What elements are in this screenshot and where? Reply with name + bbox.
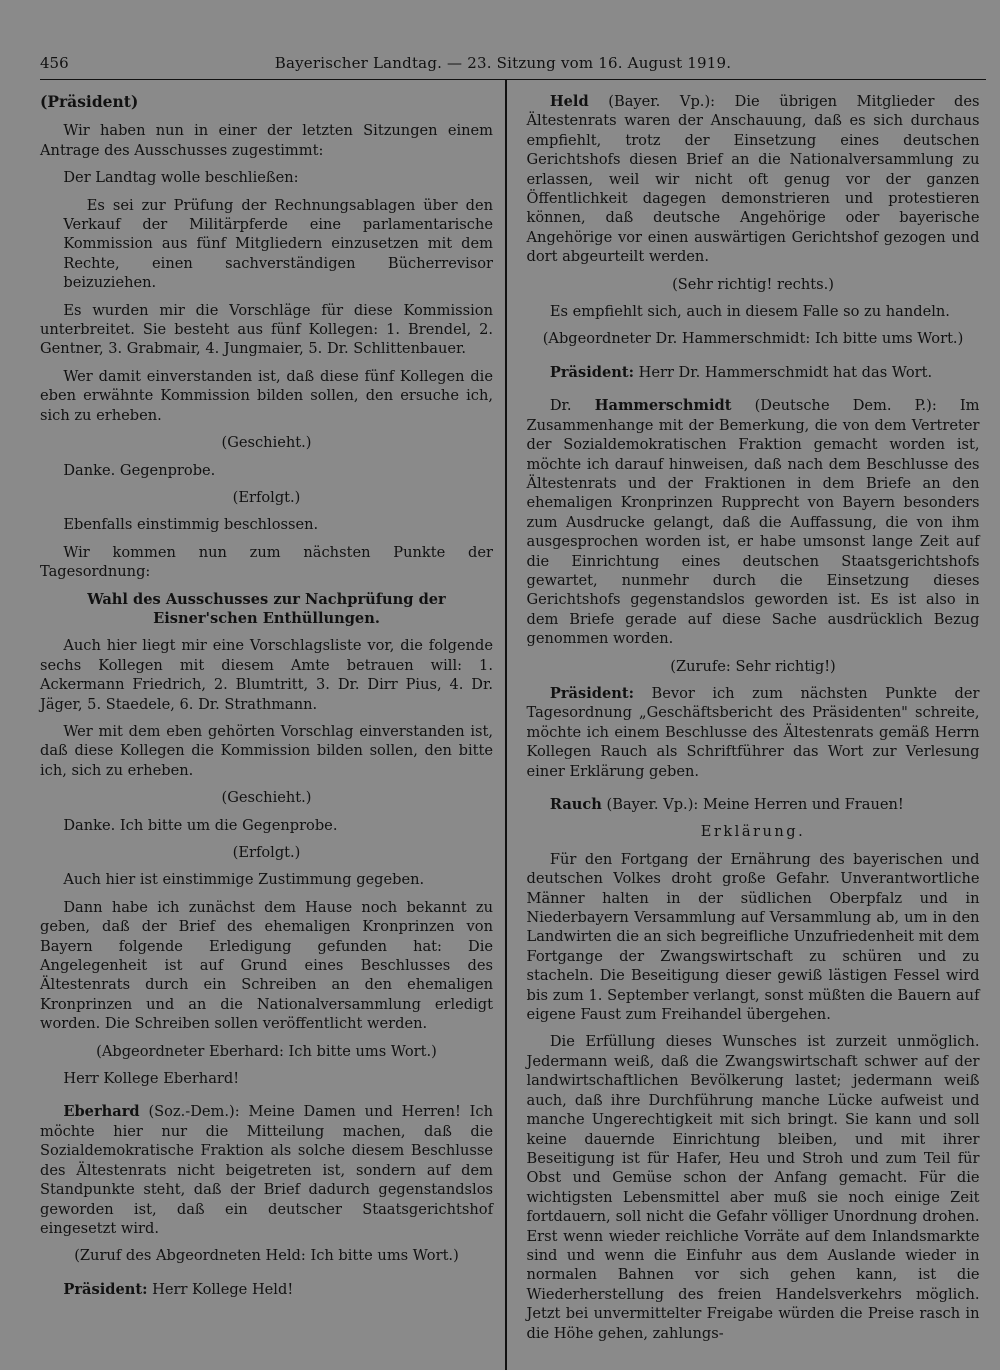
paragraph: Der Landtag wolle beschließen: xyxy=(63,169,299,187)
speaker-name: Eberhard xyxy=(63,1103,140,1121)
paragraph: Wer mit dem eben gehörten Vorschlag einverstanden ist, daß diese Kollegen die Kommission bilden sollen, den bitte ich, sich zu erheben. xyxy=(40,722,493,779)
paragraph: Es wurden mir die Vorschläge für diese Kommission unterbreitet. Sie besteht aus fünf Kollegen: 1. Brendel, 2. Gentner, 3. Grabmair, 4. Jungmaier, 5. Dr. Schlittenbauer. xyxy=(40,301,493,358)
paragraph: Wer damit einverstanden ist, daß diese fünf Kollegen die eben erwähnte Kommission bilden sollen, den ersuche ich, sich zu erheben. xyxy=(40,367,493,424)
interjection: (Abgeordneter Dr. Hammerschmidt: Ich bitte ums Wort.) xyxy=(542,330,964,348)
paragraph: Danke. Gegenprobe. xyxy=(63,461,216,479)
page-number: 456 xyxy=(40,54,69,72)
paragraph: Herr Kollege Eberhard! xyxy=(63,1070,240,1088)
stage-direction: (Geschieht.) xyxy=(221,789,312,807)
agenda-item-title: Wahl des Ausschusses zur Nachprüfung der Eisner'schen Enthüllungen. xyxy=(87,590,446,627)
speaker-name: Rauch xyxy=(549,796,602,813)
text-columns xyxy=(40,92,986,1370)
paragraph: Für den Fortgang der Ernährung des bayerischen und deutschen Volkes droht große Gefahr. Unverantwortliche Männer halten in der südlichen Oberpfalz und in Niederbayern Versammlung auf Versammlung ab, um in den Landwirten die an sich begreifliche Unzufriedenheit mit dem Fortgange der Zwangswirtschaft zu schüren und zu stacheln. Die Beseitigung dieser gewiß lästigen Fessel wird bis zum 1. September verlangt, sonst müßten die Bauern auf eigene Faust zum Freihandel übergehen. xyxy=(526,850,980,1024)
page-header xyxy=(40,54,986,72)
motion-text: Es sei zur Prüfung der Rechnungsablagen über den Verkauf der Militärpferde eine parlamentarische Kommission aus fünf Mitgliedern einzusetzen mit dem Rechte, einen sachverständigen Bücherrevisor beizuziehen. xyxy=(63,196,493,292)
paragraph: Dann habe ich zunächst dem Hause noch bekannt zu geben, daß der Brief des ehemaligen Kronprinzen von Bayern folgende Erledigung gefunden hat: Die Angelegenheit ist auf Grund eines Beschlusses des Ältestenrats durch ein Schreiben an den ehemaligen Kronprinzen und an die Nationalversammlung erledigt worden. Die Schreiben sollen veröffentlicht werden. xyxy=(40,898,493,1033)
speech-text: Herr Kollege Held! xyxy=(147,1280,294,1298)
interjection: (Zuruf des Abgeordneten Held: Ich bitte ums Wort.) xyxy=(74,1247,459,1265)
stage-direction: (Erfolgt.) xyxy=(232,844,301,861)
paragraph: Auch hier liegt mir eine Vorschlagsliste vor, die folgende sechs Kollegen mit diesem Amte betrauen will: 1. Ackermann Friedrich, 2. Blumtritt, 3. Dr. Dirr Pius, 4. Dr. Jäger, 5. Staedele, 6. Dr. Strathmann. xyxy=(40,637,493,713)
speaker-title: Dr. xyxy=(549,397,595,415)
paragraph: Ebenfalls einstimmig beschlossen. xyxy=(63,516,319,534)
speech-text: Herr Dr. Hammerschmidt hat das Wort. xyxy=(633,363,933,381)
speaker-heading: (Präsident) xyxy=(40,92,139,111)
speech-text: Bevor ich zum nächsten Punkte der Tagesordnung „Geschäftsbericht des Präsidenten" schreite, möchte ich einem Beschlusse des Ältestenrats gemäß Herrn Kollegen Rauch als Schriftführer das Wort zur Verlesung einer Erklärung geben. xyxy=(526,684,980,780)
speech xyxy=(527,92,980,267)
declaration-title: Erklärung. xyxy=(700,823,806,841)
speaker-name: Held xyxy=(549,93,589,110)
speech xyxy=(527,363,980,382)
right-column xyxy=(507,92,980,1370)
speech xyxy=(527,795,980,814)
speech-text: (Bayer. Vp.): Die übrigen Mitglieder des Ältestenrats waren der Anschauung, daß es sich durchaus empfiehlt, trotz der Einsetzung eines deutschen Gerichtshofs diesen Brief an die Nationalversammlung zu erlassen, weil wir nicht oft genug vor der ganzen Öffentlichkeit dagegen demonstrieren und protestieren können, daß deutsche Angehörige oder bayerische Angehörige vor einen auswärtigen Gerichtshof gezogen und dort abgeurteilt werden. xyxy=(526,93,980,266)
interjection: (Sehr richtig! rechts.) xyxy=(672,275,834,293)
interjection: (Abgeordneter Eberhard: Ich bitte ums Wort.) xyxy=(96,1042,437,1060)
paragraph: Danke. Ich bitte um die Gegenprobe. xyxy=(63,816,338,834)
left-column xyxy=(40,92,505,1370)
speech xyxy=(40,1280,493,1299)
speech xyxy=(40,1102,493,1238)
stage-direction: (Geschieht.) xyxy=(221,434,312,452)
speech-text: (Deutsche Dem. P.): Im Zusammenhange mit der Bemerkung, die von dem Vertreter der Sozialdemokratischen Fraktion gemacht worden ist, möchte ich darauf hinweisen, daß nach dem Beschlusse des Ältestenrats und der Fraktionen in dem Briefe an den ehemaligen Kronprinzen Rupprecht von Bayern besonders zum Ausdrucke gelangt, daß die Auffassung, die von ihm ausgesprochen worden ist, er habe umsonst lange Zeit auf die Einrichtung eines deutschen Staatsgerichtshofs gewartet, nunmehr durch die Einsetzung dieses Gerichtshofs gegenstandslos geworden ist. Es ist also in dem Briefe gerade auf diese Sache ausdrücklich Bezug genommen worden. xyxy=(526,397,980,648)
speech xyxy=(527,396,980,648)
paragraph: Die Erfüllung dieses Wunsches ist zurzeit unmöglich. Jedermann weiß, daß die Zwangswirtschaft schwer auf der landwirtschaftlichen Bevölkerung lastet; jedermann weiß auch, daß ihre Durchführung manche Lücke aufweist und manche Ungerechtigkeit mit sich bringt. Sie kann und soll keine dauernde Einrichtung bleiben, und mit ihrer Beseitigung ist für Hafer, Heu und Stroh und zum Teil für Obst und Gemüse schon der Anfang gemacht. Für die wichtigsten Lebensmittel aber muß sie noch einige Zeit fortdauern, soll nicht die Gefahr völliger Unordnung drohen. Erst wenn wieder reichliche Vorräte auf dem Inlandsmarkte sind und wenn die Einfuhr aus dem Auslande wieder in normalen Bahnen vor sich gehen kann, ist die Wiederherstellung des freien Handelsverkehrs möglich. Jetzt bei unvermittelter Freigabe würden die Preise rasch in die Höhe gehen, zahlungs- xyxy=(526,1033,980,1342)
running-title: Bayerischer Landtag. — 23. Sitzung vom 16. August 1919. xyxy=(274,54,732,72)
stage-direction: (Erfolgt.) xyxy=(232,488,301,506)
speaker-name: Präsident: xyxy=(549,363,634,381)
speech-text: (Bayer. Vp.): Meine Herren und Frauen! xyxy=(601,796,904,813)
speaker-name: Hammerschmidt xyxy=(594,397,732,415)
speaker-name: Präsident: xyxy=(63,1280,148,1298)
speech-text: (Soz.-Dem.): Meine Damen und Herren! Ich möchte hier nur die Mitteilung machen, daß die Sozialdemokratische Fraktion als solche diesem Beschlusse des Ältestenrats nicht beigetreten ist, sondern auf dem Standpunkte steht, daß der Brief dadurch gegenstandslos geworden ist, daß ein deutscher Staatsgerichtshof eingesetzt wird. xyxy=(40,1103,493,1237)
paragraph: Auch hier ist einstimmige Zustimmung gegeben. xyxy=(63,871,425,889)
speaker-name: Präsident: xyxy=(549,684,634,702)
interjection: (Zurufe: Sehr richtig!) xyxy=(670,657,836,675)
speech xyxy=(527,684,980,781)
header-rule xyxy=(40,79,986,80)
paragraph: Wir haben nun in einer der letzten Sitzungen einem Antrage des Ausschusses zugestimmt: xyxy=(40,122,493,159)
paragraph: Wir kommen nun zum nächsten Punkte der Tagesordnung: xyxy=(40,543,493,581)
paragraph: Es empfiehlt sich, auch in diesem Falle so zu handeln. xyxy=(549,303,950,321)
